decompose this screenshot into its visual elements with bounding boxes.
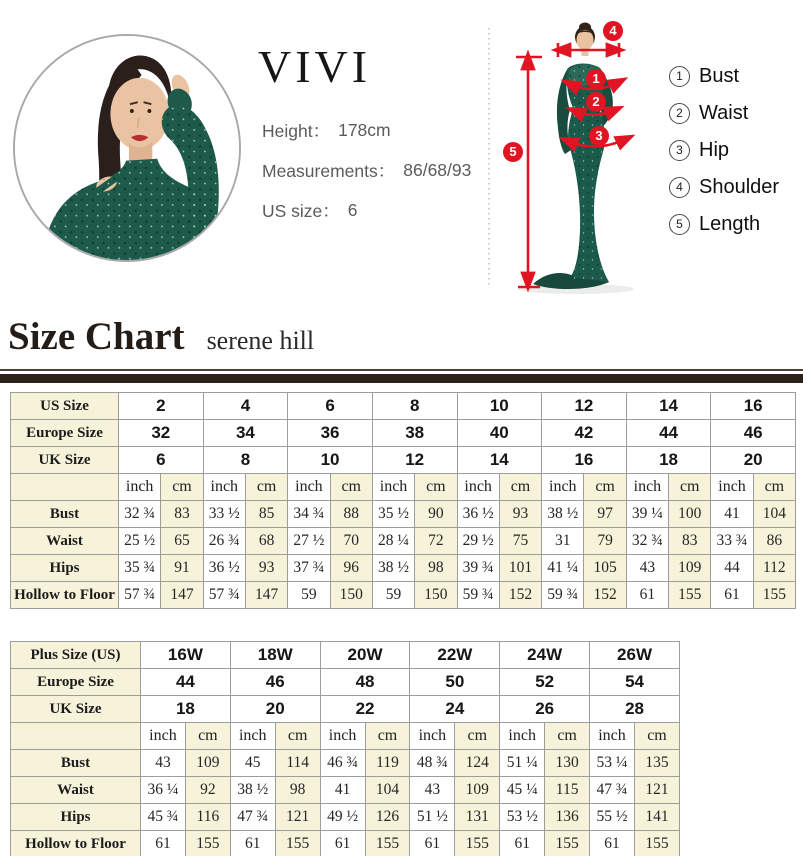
measure-inch-value: 43 xyxy=(141,750,186,777)
table-row xyxy=(11,831,680,856)
measure-inch-value: 61 xyxy=(410,831,455,856)
size-value: 34 xyxy=(203,420,288,447)
measure-cm-value: 105 xyxy=(584,555,626,582)
measure-cm-value: 109 xyxy=(185,750,230,777)
measure-cm-value: 109 xyxy=(455,777,500,804)
unit-cm-header: cm xyxy=(275,723,320,750)
unit-header-row xyxy=(11,474,796,501)
size-value: 20 xyxy=(230,696,320,723)
measure-inch-value: 61 xyxy=(711,582,753,609)
unit-cm-header: cm xyxy=(245,474,287,501)
measure-cm-value: 150 xyxy=(330,582,372,609)
legend-item-length xyxy=(669,206,779,243)
unit-inch-header: inch xyxy=(542,474,584,501)
measure-cm-value: 121 xyxy=(275,804,320,831)
us-size-value: 6 xyxy=(347,199,358,220)
row-label: Europe Size xyxy=(11,420,119,447)
table-row xyxy=(11,501,796,528)
measure-inch-value: 43 xyxy=(626,555,668,582)
measure-cm-value: 141 xyxy=(634,804,679,831)
measure-cm-value: 115 xyxy=(545,777,590,804)
unit-cm-header: cm xyxy=(365,723,410,750)
measure-inch-value: 33 ½ xyxy=(203,501,245,528)
unit-inch-header: inch xyxy=(457,474,499,501)
circled-number-icon: 2 xyxy=(669,103,690,124)
measure-cm-value: 135 xyxy=(634,750,679,777)
size-value: 24W xyxy=(500,642,590,669)
measure-cm-value: 93 xyxy=(499,501,541,528)
plus-size-table xyxy=(10,641,680,856)
measure-inch-value: 36 ¼ xyxy=(141,777,186,804)
measure-cm-value: 155 xyxy=(669,582,711,609)
measure-inch-value: 25 ½ xyxy=(119,528,161,555)
measure-inch-value: 57 ¾ xyxy=(203,582,245,609)
us-size-line xyxy=(262,190,471,230)
row-label xyxy=(11,723,141,750)
measure-inch-value: 44 xyxy=(711,555,753,582)
unit-cm-header: cm xyxy=(753,474,795,501)
measure-inch-value: 47 ¾ xyxy=(590,777,635,804)
measure-inch-value: 37 ¾ xyxy=(288,555,330,582)
model-portrait-photo xyxy=(13,34,241,262)
measure-cm-value: 100 xyxy=(669,501,711,528)
unit-inch-header: inch xyxy=(711,474,753,501)
table-row xyxy=(11,393,796,420)
size-value: 12 xyxy=(542,393,627,420)
measure-inch-value: 36 ½ xyxy=(203,555,245,582)
table-row xyxy=(11,528,796,555)
measure-cm-value: 131 xyxy=(455,804,500,831)
measure-cm-value: 85 xyxy=(245,501,287,528)
measure-inch-value: 31 xyxy=(542,528,584,555)
unit-cm-header: cm xyxy=(330,474,372,501)
measure-inch-value: 47 ¾ xyxy=(230,804,275,831)
us-size-label: US size： xyxy=(262,200,340,221)
measure-cm-value: 70 xyxy=(330,528,372,555)
measure-inch-value: 32 ¾ xyxy=(626,528,668,555)
legend-label: Length xyxy=(699,213,761,235)
size-value: 18 xyxy=(141,696,231,723)
size-value: 52 xyxy=(500,669,590,696)
measure-inch-value: 61 xyxy=(141,831,186,856)
row-label: Hollow to Floor xyxy=(11,582,119,609)
row-label: Bust xyxy=(11,501,119,528)
measure-cm-value: 155 xyxy=(455,831,500,856)
size-value: 18W xyxy=(230,642,320,669)
size-value: 42 xyxy=(542,420,627,447)
measure-inch-value: 29 ½ xyxy=(457,528,499,555)
measure-inch-value: 49 ½ xyxy=(320,804,365,831)
measure-inch-value: 45 ¾ xyxy=(141,804,186,831)
size-value: 16 xyxy=(711,393,796,420)
measure-cm-value: 79 xyxy=(584,528,626,555)
legend-item-bust xyxy=(669,58,779,95)
measure-cm-value: 155 xyxy=(185,831,230,856)
unit-cm-header: cm xyxy=(669,474,711,501)
size-value: 4 xyxy=(203,393,288,420)
measure-cm-value: 75 xyxy=(499,528,541,555)
measure-cm-value: 92 xyxy=(185,777,230,804)
unit-inch-header: inch xyxy=(320,723,365,750)
legend-item-waist xyxy=(669,95,779,132)
unit-cm-header: cm xyxy=(499,474,541,501)
measure-inch-value: 45 ¼ xyxy=(500,777,545,804)
measure-inch-value: 28 ¼ xyxy=(372,528,414,555)
measure-cm-value: 98 xyxy=(275,777,320,804)
measure-cm-value: 130 xyxy=(545,750,590,777)
unit-inch-header: inch xyxy=(203,474,245,501)
measure-cm-value: 152 xyxy=(584,582,626,609)
measure-cm-value: 109 xyxy=(669,555,711,582)
measure-cm-value: 114 xyxy=(275,750,320,777)
size-value: 26W xyxy=(590,642,680,669)
unit-cm-header: cm xyxy=(584,474,626,501)
measure-cm-value: 88 xyxy=(330,501,372,528)
unit-inch-header: inch xyxy=(500,723,545,750)
unit-inch-header: inch xyxy=(119,474,161,501)
row-label: Hollow to Floor xyxy=(11,831,141,856)
size-value: 46 xyxy=(711,420,796,447)
unit-cm-header: cm xyxy=(415,474,457,501)
measure-inch-value: 36 ½ xyxy=(457,501,499,528)
measure-cm-value: 147 xyxy=(245,582,287,609)
size-value: 8 xyxy=(203,447,288,474)
measure-inch-value: 35 ¾ xyxy=(119,555,161,582)
measure-inch-value: 61 xyxy=(230,831,275,856)
unit-inch-header: inch xyxy=(626,474,668,501)
measure-cm-value: 104 xyxy=(753,501,795,528)
plus-size-table-container xyxy=(10,641,680,856)
size-value: 24 xyxy=(410,696,500,723)
measure-inch-value: 41 ¼ xyxy=(542,555,584,582)
measure-cm-value: 124 xyxy=(455,750,500,777)
size-value: 54 xyxy=(590,669,680,696)
row-label: Bust xyxy=(11,750,141,777)
measure-cm-value: 112 xyxy=(753,555,795,582)
waist-marker-icon: 2 xyxy=(586,92,606,112)
row-label: Hips xyxy=(11,555,119,582)
brand-subtitle: serene hill xyxy=(206,326,315,355)
circled-number-icon: 3 xyxy=(669,140,690,161)
circled-number-icon: 4 xyxy=(669,177,690,198)
measure-inch-value: 61 xyxy=(320,831,365,856)
measure-inch-value: 35 ½ xyxy=(372,501,414,528)
model-stats xyxy=(262,110,471,230)
model-portrait-illustration xyxy=(15,36,239,260)
measure-inch-value: 32 ¾ xyxy=(119,501,161,528)
measure-inch-value: 59 ¾ xyxy=(542,582,584,609)
size-value: 46 xyxy=(230,669,320,696)
table-row xyxy=(11,555,796,582)
measure-inch-value: 41 xyxy=(711,501,753,528)
measure-inch-value: 33 ¾ xyxy=(711,528,753,555)
measure-cm-value: 136 xyxy=(545,804,590,831)
unit-header-row xyxy=(11,723,680,750)
measure-inch-value: 34 ¾ xyxy=(288,501,330,528)
measure-inch-value: 38 ½ xyxy=(230,777,275,804)
size-value: 44 xyxy=(141,669,231,696)
hip-marker-icon: 3 xyxy=(589,126,609,146)
measure-cm-value: 93 xyxy=(245,555,287,582)
size-value: 10 xyxy=(288,447,373,474)
size-value: 36 xyxy=(288,420,373,447)
measure-cm-value: 155 xyxy=(753,582,795,609)
row-label: Europe Size xyxy=(11,669,141,696)
measure-inch-value: 39 ¾ xyxy=(457,555,499,582)
measurements-value: 86/68/93 xyxy=(403,159,472,180)
size-value: 28 xyxy=(590,696,680,723)
circled-number-icon: 1 xyxy=(669,66,690,87)
measure-inch-value: 51 ½ xyxy=(410,804,455,831)
measure-cm-value: 116 xyxy=(185,804,230,831)
size-value: 22 xyxy=(320,696,410,723)
measure-cm-value: 72 xyxy=(415,528,457,555)
measure-cm-value: 121 xyxy=(634,777,679,804)
measure-inch-value: 39 ¼ xyxy=(626,501,668,528)
size-value: 14 xyxy=(457,447,542,474)
length-marker-icon: 5 xyxy=(503,142,523,162)
table-row xyxy=(11,420,796,447)
size-value: 16 xyxy=(542,447,627,474)
row-label: Hips xyxy=(11,804,141,831)
size-value: 12 xyxy=(372,447,457,474)
table-row xyxy=(11,669,680,696)
size-value: 20 xyxy=(711,447,796,474)
unit-cm-header: cm xyxy=(185,723,230,750)
unit-cm-header: cm xyxy=(545,723,590,750)
measure-cm-value: 91 xyxy=(161,555,203,582)
size-value: 26 xyxy=(500,696,590,723)
table-row xyxy=(11,777,680,804)
measure-inch-value: 61 xyxy=(590,831,635,856)
legend-label: Waist xyxy=(699,102,749,124)
size-value: 18 xyxy=(626,447,711,474)
legend-label: Hip xyxy=(699,139,730,161)
measure-inch-value: 38 ½ xyxy=(542,501,584,528)
measure-inch-value: 38 ½ xyxy=(372,555,414,582)
table-row xyxy=(11,447,796,474)
unit-cm-header: cm xyxy=(455,723,500,750)
length-arrow-icon xyxy=(516,57,542,287)
bust-marker-icon: 1 xyxy=(586,69,606,89)
standard-size-table xyxy=(10,392,796,609)
measure-cm-value: 155 xyxy=(545,831,590,856)
unit-cm-header: cm xyxy=(161,474,203,501)
table-row xyxy=(11,804,680,831)
legend-item-shoulder xyxy=(669,169,779,206)
unit-inch-header: inch xyxy=(372,474,414,501)
measurements-line xyxy=(262,150,471,190)
measure-inch-value: 45 xyxy=(230,750,275,777)
row-label: Waist xyxy=(11,528,119,555)
measure-inch-value: 53 ½ xyxy=(500,804,545,831)
measure-inch-value: 59 ¾ xyxy=(457,582,499,609)
measure-cm-value: 96 xyxy=(330,555,372,582)
measure-cm-value: 68 xyxy=(245,528,287,555)
height-label: Height： xyxy=(262,120,331,141)
size-value: 50 xyxy=(410,669,500,696)
measure-cm-value: 119 xyxy=(365,750,410,777)
measure-inch-value: 46 ¾ xyxy=(320,750,365,777)
unit-inch-header: inch xyxy=(288,474,330,501)
measure-cm-value: 83 xyxy=(161,501,203,528)
measurements-label: Measurements： xyxy=(262,160,396,181)
thin-divider xyxy=(0,369,803,371)
size-value: 40 xyxy=(457,420,542,447)
size-value: 10 xyxy=(457,393,542,420)
measure-inch-value: 43 xyxy=(410,777,455,804)
size-value: 32 xyxy=(119,420,204,447)
measure-cm-value: 126 xyxy=(365,804,410,831)
measure-cm-value: 152 xyxy=(499,582,541,609)
row-label xyxy=(11,474,119,501)
measure-cm-value: 83 xyxy=(669,528,711,555)
size-value: 14 xyxy=(626,393,711,420)
size-chart-heading xyxy=(8,314,803,359)
measure-cm-value: 65 xyxy=(161,528,203,555)
measure-cm-value: 97 xyxy=(584,501,626,528)
measure-inch-value: 59 xyxy=(372,582,414,609)
measure-inch-value: 55 ½ xyxy=(590,804,635,831)
measurement-legend xyxy=(669,58,779,243)
height-value: 178cm xyxy=(338,119,391,140)
table-row xyxy=(11,750,680,777)
height-line xyxy=(262,110,471,150)
brand-name: VIVI xyxy=(258,41,372,92)
measure-cm-value: 155 xyxy=(275,831,320,856)
size-value: 6 xyxy=(288,393,373,420)
table-row xyxy=(11,582,796,609)
measure-cm-value: 98 xyxy=(415,555,457,582)
size-value: 16W xyxy=(141,642,231,669)
measure-inch-value: 61 xyxy=(626,582,668,609)
measure-cm-value: 147 xyxy=(161,582,203,609)
size-value: 44 xyxy=(626,420,711,447)
size-value: 38 xyxy=(372,420,457,447)
measure-inch-value: 48 ¾ xyxy=(410,750,455,777)
measure-inch-value: 51 ¼ xyxy=(500,750,545,777)
unit-inch-header: inch xyxy=(141,723,186,750)
row-label: Waist xyxy=(11,777,141,804)
legend-label: Shoulder xyxy=(699,176,780,198)
measure-inch-value: 27 ½ xyxy=(288,528,330,555)
unit-inch-header: inch xyxy=(230,723,275,750)
row-label: UK Size xyxy=(11,696,141,723)
measure-cm-value: 155 xyxy=(365,831,410,856)
measure-cm-value: 101 xyxy=(499,555,541,582)
measure-cm-value: 155 xyxy=(634,831,679,856)
legend-label: Bust xyxy=(699,65,740,87)
measure-cm-value: 104 xyxy=(365,777,410,804)
measure-inch-value: 61 xyxy=(500,831,545,856)
unit-cm-header: cm xyxy=(634,723,679,750)
table-row xyxy=(11,642,680,669)
unit-inch-header: inch xyxy=(410,723,455,750)
measure-cm-value: 150 xyxy=(415,582,457,609)
row-label: Plus Size (US) xyxy=(11,642,141,669)
size-value: 22W xyxy=(410,642,500,669)
measure-cm-value: 90 xyxy=(415,501,457,528)
measure-cm-value: 86 xyxy=(753,528,795,555)
size-value: 8 xyxy=(372,393,457,420)
circled-number-icon: 5 xyxy=(669,214,690,235)
shoulder-marker-icon: 4 xyxy=(603,21,623,41)
table-row xyxy=(11,696,680,723)
measure-inch-value: 57 ¾ xyxy=(119,582,161,609)
page-title: Size Chart xyxy=(8,315,185,358)
thick-divider-bar xyxy=(0,374,803,383)
row-label: US Size xyxy=(11,393,119,420)
measure-inch-value: 26 ¾ xyxy=(203,528,245,555)
measure-inch-value: 53 ¼ xyxy=(590,750,635,777)
size-value: 20W xyxy=(320,642,410,669)
size-value: 2 xyxy=(119,393,204,420)
measure-inch-value: 59 xyxy=(288,582,330,609)
row-label: UK Size xyxy=(11,447,119,474)
standard-size-table-container xyxy=(10,392,796,609)
measure-inch-value: 41 xyxy=(320,777,365,804)
size-value: 6 xyxy=(119,447,204,474)
size-value: 48 xyxy=(320,669,410,696)
unit-inch-header: inch xyxy=(590,723,635,750)
legend-item-hip xyxy=(669,132,779,169)
